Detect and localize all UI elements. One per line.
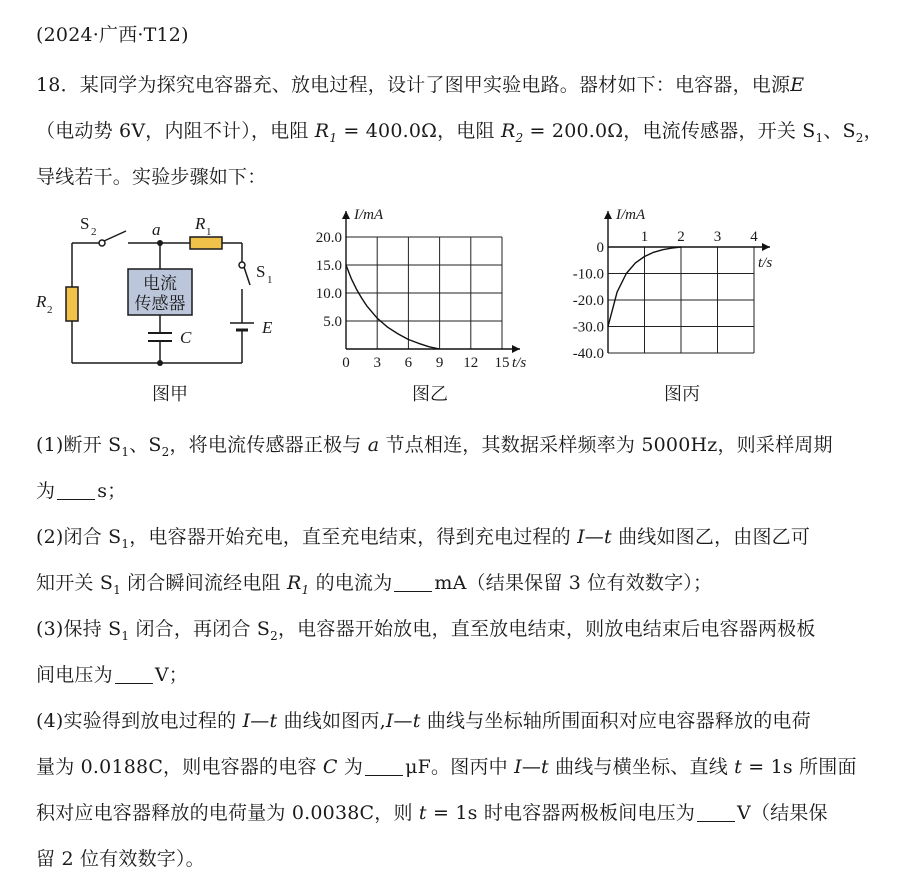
y-tick-label: -10.0 bbox=[572, 266, 604, 283]
x-tick-label: 12 bbox=[463, 355, 479, 371]
s1-label: S bbox=[256, 262, 266, 281]
text: 量为 0.0188C，则电容器的电容 bbox=[36, 756, 323, 778]
series-line bbox=[346, 265, 440, 349]
text: （电动势 6V，内阻不计），电阻 bbox=[36, 120, 315, 142]
answer-blank-3[interactable] bbox=[115, 664, 153, 684]
var-t: t bbox=[269, 710, 278, 732]
part-4-line-1 bbox=[36, 706, 811, 733]
y-axis-arrow bbox=[342, 211, 350, 219]
text: 、S bbox=[823, 120, 856, 142]
sub: 2 bbox=[855, 130, 864, 145]
text: 闭合，再闭合 S bbox=[129, 618, 271, 640]
dash: — bbox=[584, 526, 604, 548]
x-axis-arrow bbox=[762, 243, 770, 251]
sensor-label-1: 电流 bbox=[143, 274, 177, 294]
text: (1)断开 S bbox=[36, 434, 122, 456]
answer-blank-5[interactable] bbox=[697, 802, 735, 822]
sub: 1 bbox=[301, 582, 310, 597]
answer-blank-2[interactable] bbox=[394, 572, 432, 592]
source-tag: (2024·广西·T12) bbox=[36, 24, 189, 46]
part-4-line-3 bbox=[36, 798, 828, 825]
caption-jia: 图甲 bbox=[152, 384, 188, 405]
r1-sub: 1 bbox=[206, 226, 212, 238]
x-tick-label: 3 bbox=[713, 229, 722, 245]
r2-sub: 2 bbox=[47, 304, 53, 316]
text: 间电压为 bbox=[36, 664, 113, 686]
node-a: a bbox=[367, 434, 380, 456]
capacitor-label: C bbox=[180, 328, 192, 347]
var-t: t bbox=[541, 756, 549, 778]
s2-label: S bbox=[80, 214, 90, 233]
text: 曲线与坐标轴所围面积对应电容器释放的电荷 bbox=[420, 710, 811, 732]
dash: — bbox=[521, 756, 542, 778]
y-axis-label: I/mA bbox=[616, 207, 646, 223]
y-tick-label: 10.0 bbox=[315, 286, 342, 302]
part-3-line-1 bbox=[36, 614, 816, 643]
answer-blank-4[interactable] bbox=[365, 756, 403, 776]
var-i: I bbox=[385, 710, 394, 732]
dash: — bbox=[393, 710, 413, 732]
answer-blank-1[interactable] bbox=[57, 480, 95, 500]
var-i: I bbox=[242, 710, 251, 732]
x-tick-label: 4 bbox=[750, 229, 758, 245]
x-axis-label: t/s bbox=[758, 255, 773, 271]
x-axis-label: t/s bbox=[512, 355, 527, 371]
x-tick-label: 9 bbox=[435, 355, 444, 371]
y-tick-label: 15.0 bbox=[315, 258, 342, 274]
text: 积对应电容器释放的电荷量为 0.0038C，则 bbox=[36, 802, 419, 824]
question-line-3: 导线若干。实验步骤如下： bbox=[36, 166, 267, 188]
emf-symbol: E bbox=[790, 74, 805, 96]
part-1-line-1 bbox=[36, 430, 833, 459]
x-axis-arrow bbox=[512, 345, 520, 353]
var-t: t bbox=[418, 802, 427, 824]
sub: 1 bbox=[113, 582, 121, 597]
question-line-2 bbox=[36, 116, 883, 145]
s1-sub: 1 bbox=[267, 274, 273, 286]
sensor-label-2: 传感器 bbox=[134, 294, 186, 314]
r2-symbol: R bbox=[500, 120, 516, 142]
chart-discharge bbox=[556, 205, 796, 375]
text: = 200.0Ω，电流传感器，开关 S bbox=[523, 120, 816, 142]
question-line-1 bbox=[36, 70, 804, 97]
text: ，电容器开始充电，直至充电结束，得到充电过程的 bbox=[129, 526, 578, 548]
text: 的电流为 bbox=[309, 572, 393, 594]
chart-charge bbox=[300, 205, 550, 375]
caption-bing: 图丙 bbox=[664, 384, 700, 405]
var-t: t bbox=[603, 526, 612, 548]
text: 曲线与横坐标、直线 bbox=[548, 756, 735, 778]
part-3-line-2 bbox=[36, 660, 188, 687]
text: 、S bbox=[129, 434, 162, 456]
node-bottom-dot bbox=[157, 360, 163, 366]
text: V； bbox=[154, 664, 188, 686]
y-tick-label: 0 bbox=[596, 240, 604, 256]
sub: 1 bbox=[121, 628, 130, 643]
y-axis-arrow bbox=[604, 211, 612, 219]
sub: 2 bbox=[161, 444, 170, 459]
part-1-line-2 bbox=[36, 476, 126, 503]
x-tick-label: 6 bbox=[404, 355, 413, 371]
text: = 1s 时电容器两极板间电压为 bbox=[426, 802, 696, 824]
part-2-line-1 bbox=[36, 522, 810, 551]
part-4-line-2 bbox=[36, 752, 857, 779]
text: 为 bbox=[337, 756, 364, 778]
var-t: t bbox=[412, 710, 421, 732]
sub: 1 bbox=[121, 444, 130, 459]
y-tick-label: 5.0 bbox=[323, 314, 342, 330]
text: 知开关 S bbox=[36, 572, 114, 594]
y-tick-label: -20.0 bbox=[572, 293, 604, 309]
sub: 2 bbox=[270, 628, 278, 643]
text: s； bbox=[97, 480, 127, 502]
text: 曲线如图乙，由图乙可 bbox=[611, 526, 811, 548]
part-2-line-2 bbox=[36, 568, 712, 597]
node-a-dot bbox=[157, 240, 163, 246]
y-tick-label: -30.0 bbox=[572, 319, 604, 336]
text: μF。图丙中 bbox=[405, 756, 515, 778]
text: (2)闭合 S bbox=[36, 526, 122, 548]
sub: 1 bbox=[815, 130, 824, 145]
sub: 2 bbox=[515, 130, 524, 145]
node-a-label: a bbox=[152, 220, 161, 239]
r2-label: R bbox=[36, 292, 47, 311]
x-tick-label: 1 bbox=[640, 229, 649, 245]
var-i: I bbox=[514, 756, 522, 778]
y-axis-label: I/mA bbox=[354, 207, 384, 223]
text: 曲线如图丙, bbox=[277, 710, 386, 732]
var-c: C bbox=[322, 756, 338, 778]
sub: 1 bbox=[329, 130, 338, 145]
text: 节点相连，其数据采样频率为 5000Hz，则采样周期 bbox=[379, 434, 833, 456]
r1-symbol: R bbox=[314, 120, 330, 142]
var-t: t bbox=[734, 756, 742, 778]
x-tick-label: 15 bbox=[494, 355, 510, 371]
text: V（结果保 bbox=[737, 802, 828, 824]
s2-sub: 2 bbox=[91, 226, 97, 238]
x-tick-label: 2 bbox=[677, 229, 685, 245]
text: ， bbox=[863, 120, 883, 142]
x-tick-label: 0 bbox=[342, 355, 350, 371]
var-i: I bbox=[577, 526, 585, 548]
text: (3)保持 S bbox=[36, 618, 122, 640]
text: ，电容器开始放电，直至放电结束，则放电结束后电容器两极板 bbox=[277, 618, 816, 640]
text: mA（结果保留 3 位有效数字）； bbox=[434, 572, 713, 594]
question-number: 18． bbox=[36, 74, 80, 96]
dash: — bbox=[250, 710, 270, 732]
text: = 400.0Ω，电阻 bbox=[337, 120, 501, 142]
sub: 1 bbox=[121, 536, 130, 551]
x-tick-label: 3 bbox=[373, 355, 381, 371]
y-tick-label: -40.0 bbox=[572, 346, 604, 362]
emf-label: E bbox=[262, 318, 273, 337]
caption-yi: 图乙 bbox=[412, 384, 448, 405]
circuit-diagram bbox=[30, 205, 290, 375]
text: ，将电流传感器正极与 bbox=[169, 434, 368, 456]
text: = 1s 所围面 bbox=[741, 756, 857, 778]
part-4-line-4: 留 2 位有效数字）。 bbox=[36, 848, 205, 870]
r1-label: R bbox=[195, 214, 206, 233]
text: (4)实验得到放电过程的 bbox=[36, 710, 243, 732]
text: 闭合瞬间流经电阻 bbox=[120, 572, 287, 594]
text: 为 bbox=[36, 480, 56, 502]
y-tick-label: 20.0 bbox=[315, 230, 342, 246]
var-r: R bbox=[287, 572, 302, 594]
question-intro: 某同学为探究电容器充、放电过程，设计了图甲实验电路。器材如下：电容器，电源 bbox=[79, 74, 791, 96]
